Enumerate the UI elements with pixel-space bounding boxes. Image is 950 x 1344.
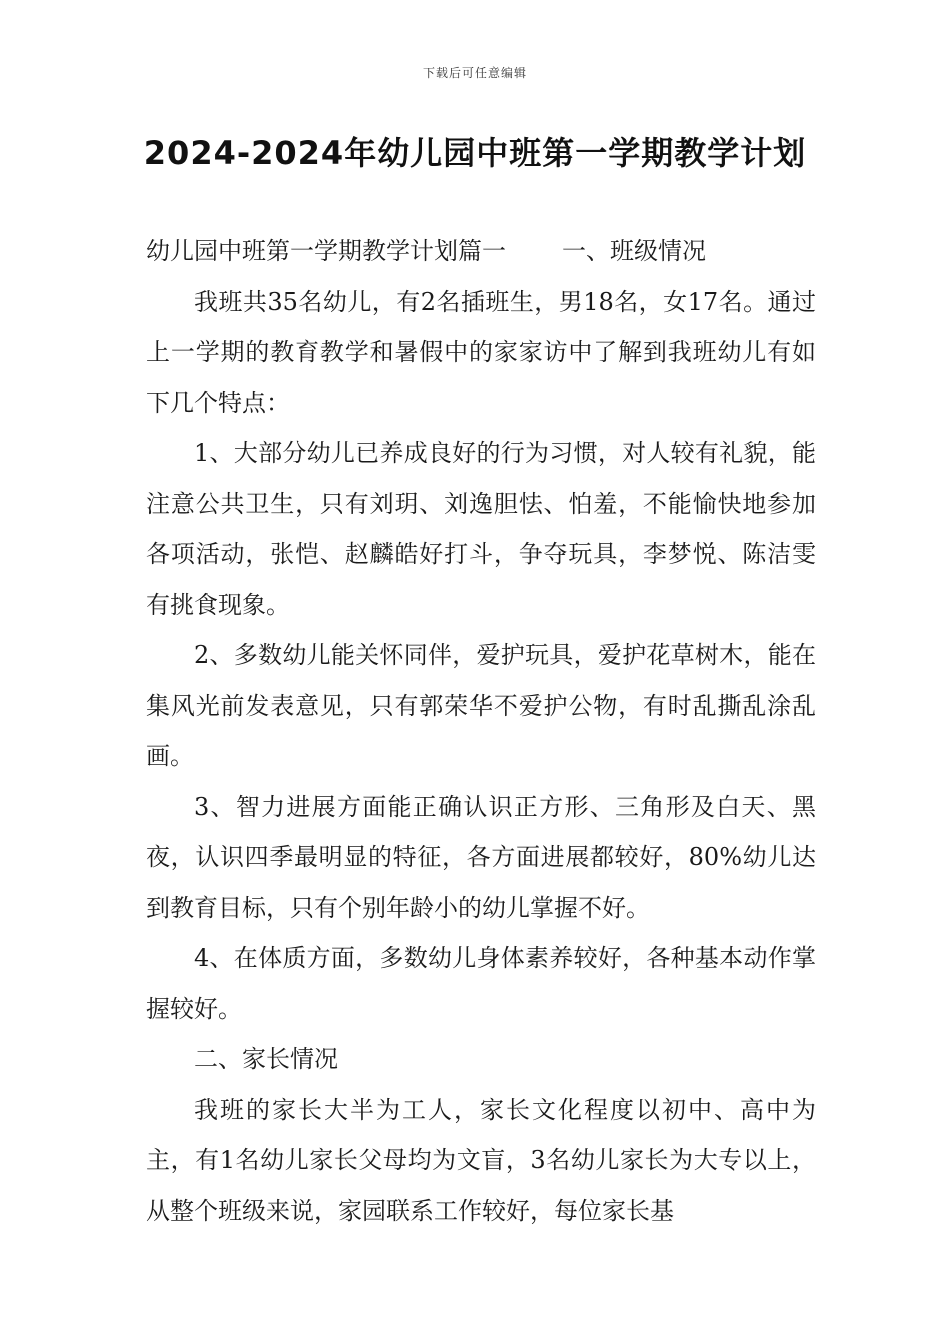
paragraph: 我班共35名幼儿，有2名插班生，男18名，女17名。通过上一学期的教育教学和暑假中的家家访中了解到我班幼儿有如下几个特点： (146, 287, 816, 417)
document-title: 2024-2024年幼儿园中班第一学期教学计划 (143, 134, 807, 172)
header-note: 下载后可任意编辑 (422, 66, 527, 80)
part-title: 幼儿园中班第一学期教学计划篇一 (146, 237, 506, 265)
document-body (146, 226, 816, 1236)
section-heading-class-situation: 一、班级情况 (562, 237, 706, 265)
paragraph: 2、多数幼儿能关怀同伴，爱护玩具，爱护花草树木，能在集风光前发表意见，只有郭荣华不爱护公物，有时乱撕乱涂乱画。 (146, 641, 816, 770)
part-heading-line (146, 226, 816, 277)
paragraph: 3、智力进展方面能正确认识正方形、三角形及白天、黑夜，认识四季最明显的特征，各方面进展都较好，80%幼儿达到教育目标，只有个别年龄小的幼儿掌握不好。 (146, 792, 816, 922)
paragraph: 1、大部分幼儿已养成良好的行为习惯，对人较有礼貌，能注意公共卫生，只有刘玥、刘逸胆怯、怕羞，不能愉快地参加各项活动，张恺、赵麟皓好打斗，争夺玩具，李梦悦、陈洁雯有挑食现象。 (146, 439, 816, 619)
paragraph: 4、在体质方面，多数幼儿身体素养较好，各种基本动作掌握较好。 (146, 944, 816, 1023)
paragraph: 我班的家长大半为工人，家长文化程度以初中、高中为主，有1名幼儿家长父母均为文盲，3名幼儿家长为大专以上，从整个班级来说，家园联系工作较好，每位家长基 (146, 1095, 816, 1225)
section-heading-parents-situation: 二、家长情况 (194, 1045, 338, 1073)
